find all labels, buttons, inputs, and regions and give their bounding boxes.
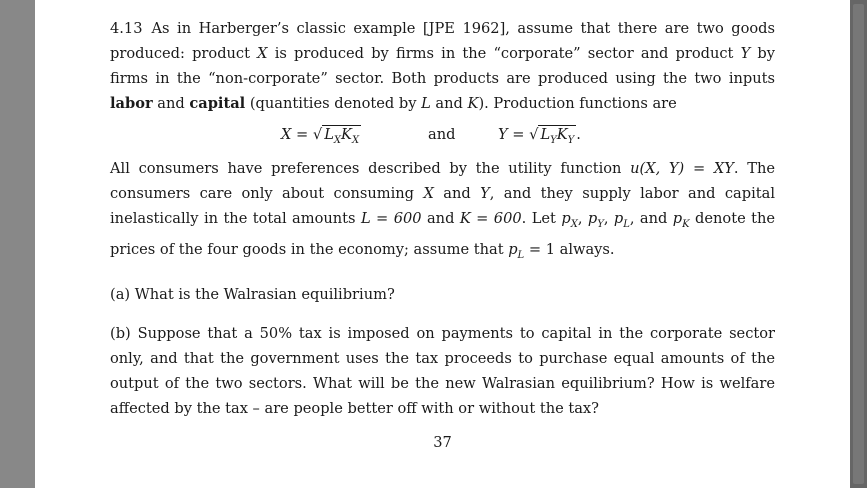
vertical-scrollbar[interactable] xyxy=(850,0,867,488)
problem-content xyxy=(110,16,775,421)
labor-term: labor xyxy=(110,95,153,112)
scrollbar-thumb[interactable] xyxy=(853,4,864,484)
equation-connector: and xyxy=(428,126,456,143)
document-page xyxy=(35,0,850,488)
production-functions xyxy=(110,118,775,154)
production-function-y: Y = √ $L_YK_Y$ . xyxy=(498,126,581,146)
page-number: 37 xyxy=(433,434,452,451)
production-function-x: X = √ $L_XK_X$ xyxy=(281,126,360,146)
problem-body: All consumers have preferences described by the utility function u(X, Y) = XY. The consumers care only about consuming X and Y, and they supply labor and capital inelastically in the total amounts L = 600 and K = 600. Let $p_X$, $p_Y$, $p_L$, and $p_K$ denote the prices of the four goods in the economy; assume that $p_L = 1$ always. xyxy=(110,160,776,261)
capital-term: capital xyxy=(189,95,246,112)
part-b: (b) Suppose that a 50% tax is imposed on payments to capital in the corporate sector only, and that the government uses the tax proceeds to purchase equal amounts of the output of the two sectors. What will be the new Walrasian equilibrium? How is welfare affected by the tax – are people better off with or without the tax? xyxy=(110,324,775,417)
problem-number: 4.13 xyxy=(110,20,143,37)
problem-intro: 4.13 As in Harberger’s classic example [JPE 1962], assume that there are two goods produced: product X is produced by firms in the “corporate” sector and product Y by firms in the “non-corporate” sector. Both products are produced using the two inputs labor and capital (quantities denoted by L and K). Production functions are xyxy=(110,20,775,112)
part-a: (a) What is the Walrasian equilibrium? xyxy=(110,285,395,303)
